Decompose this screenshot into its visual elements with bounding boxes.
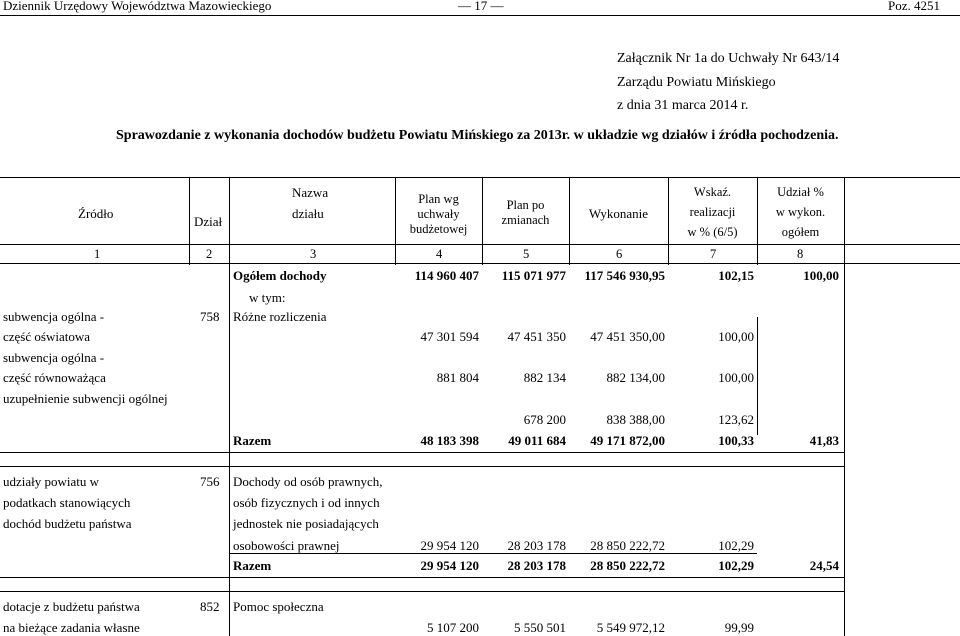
col-number-6: 6 xyxy=(616,247,623,261)
s758-razem-plan: 48 183 398 xyxy=(420,433,479,448)
col-planpo-1: Plan po xyxy=(506,198,545,212)
s758-r1-wskaznik: 100,00 xyxy=(718,329,754,344)
s758-name: Różne rozliczenia xyxy=(233,309,327,324)
total-plan: 114 960 407 xyxy=(414,268,479,283)
col-number-5: 5 xyxy=(523,247,530,261)
s852-r1-wskaznik: 99,99 xyxy=(724,620,754,635)
s756-r1-planpo: 28 203 178 xyxy=(507,538,566,553)
s756-r1-plan: 29 954 120 xyxy=(420,538,479,553)
s756-rule xyxy=(229,553,757,554)
s756-r1-wskaznik: 102,29 xyxy=(718,538,754,553)
s758-razem-wykonanie: 49 171 872,00 xyxy=(590,433,665,448)
journal-title: Dziennik Urzędowy Województwa Mazowieckiego xyxy=(3,0,272,13)
col-plan-1: Plan wg xyxy=(418,192,459,206)
s852-r1-planpo: 5 550 501 xyxy=(514,620,566,635)
annex-line-3: z dnia 31 marca 2014 r. xyxy=(617,98,749,113)
s758-r1-wykonanie: 47 451 350,00 xyxy=(590,329,665,344)
col-number-4: 4 xyxy=(436,247,443,261)
s756-razem-label: Razem xyxy=(233,558,272,573)
col-wsk-1: Wskaź. xyxy=(693,185,732,199)
s756-source-3: dochód budżetu państwa xyxy=(3,516,132,531)
col-wsk-2: realizacji xyxy=(689,205,736,219)
col-number-7: 7 xyxy=(710,247,717,261)
total-planpo: 115 071 977 xyxy=(501,268,566,283)
s758-source-1b: część oświatowa xyxy=(3,329,90,344)
s756-razem-udzial: 24,54 xyxy=(809,558,839,573)
s852-r1-wykonanie: 5 549 972,12 xyxy=(596,620,665,635)
s758-razem-label: Razem xyxy=(233,433,272,448)
annex-line-1: Załącznik Nr 1a do Uchwały Nr 643/14 xyxy=(617,51,840,66)
s756-name-2: osób fizycznych i od innych xyxy=(233,495,380,510)
s758-r3-planpo: 678 200 xyxy=(523,412,566,427)
s852-source-1: dotacje z budżetu państwa xyxy=(3,599,140,614)
s756-razem-wykonanie: 28 850 222,72 xyxy=(590,558,665,573)
s756-source-1: udziały powiatu w xyxy=(3,474,100,489)
col-planpo-2: zmianach xyxy=(501,213,550,227)
s758-r3-wskaznik: 123,62 xyxy=(718,412,754,427)
s852-name: Pomoc społeczna xyxy=(233,599,324,614)
col-nazwa-1: Nazwa xyxy=(292,185,329,200)
s758-r1-planpo: 47 451 350 xyxy=(507,329,566,344)
s758-source-2b: część równoważąca xyxy=(3,370,106,385)
s756-name-1: Dochody od osób prawnych, xyxy=(233,474,383,489)
s758-dzial: 758 xyxy=(200,309,220,324)
s852-dzial: 852 xyxy=(200,599,220,614)
s756-razem-wskaznik: 102,29 xyxy=(718,558,754,573)
s758-r1-plan: 47 301 594 xyxy=(420,329,479,344)
s758-source-1a: subwencja ogólna - xyxy=(3,309,105,324)
position-number: Poz. 4251 xyxy=(888,0,940,13)
s756-r1-wykonanie: 28 850 222,72 xyxy=(590,538,665,553)
s852-source-2: na bieżące zadania własne xyxy=(3,620,140,635)
s758-razem-planpo: 49 011 684 xyxy=(508,433,566,448)
s756-name-4: osobowości prawnej xyxy=(233,538,340,553)
col-plan-2: uchwały xyxy=(417,207,460,221)
total-wtym: w tym: xyxy=(249,290,286,305)
col-number-8: 8 xyxy=(797,247,804,261)
page-number: — 17 — xyxy=(458,0,504,13)
col-number-1: 1 xyxy=(94,247,101,261)
col-nazwa-2: działu xyxy=(292,206,324,221)
annex-line-2: Zarządu Powiatu Mińskiego xyxy=(617,75,776,90)
s758-r2-wykonanie: 882 134,00 xyxy=(606,370,665,385)
s852-r1-plan: 5 107 200 xyxy=(427,620,479,635)
col-dzial: Dział xyxy=(194,214,223,229)
s758-r2-planpo: 882 134 xyxy=(523,370,566,385)
s756-dzial: 756 xyxy=(200,474,220,489)
s758-razem-udzial: 41,83 xyxy=(809,433,839,448)
col-udzial-2: w wykon. xyxy=(775,205,826,219)
s758-r2-wskaznik: 100,00 xyxy=(718,370,754,385)
s756-razem-planpo: 28 203 178 xyxy=(507,558,566,573)
col-wsk-3: w % (6/5) xyxy=(687,225,738,239)
total-udzial: 100,00 xyxy=(803,268,839,283)
s758-source-2a: subwencja ogólna - xyxy=(3,350,105,365)
col-plan-3: budżetowej xyxy=(409,222,468,236)
report-title: Sprawozdanie z wykonania dochodów budżetu Powiatu Mińskiego za 2013r. w układzie wg działów i źródła pochodzenia. xyxy=(116,128,839,143)
s756-name-3: jednostek nie posiadających xyxy=(233,516,379,531)
total-label: Ogółem dochody xyxy=(233,268,327,283)
col-number-3: 3 xyxy=(310,247,317,261)
total-wykonanie: 117 546 930,95 xyxy=(584,268,665,283)
s758-source-3: uzupełnienie subwencji ogólnej xyxy=(3,391,168,406)
s758-razem-wskaznik: 100,33 xyxy=(718,433,754,448)
s758-r3-wykonanie: 838 388,00 xyxy=(606,412,665,427)
total-wskaznik: 102,15 xyxy=(718,268,754,283)
col-wykonanie: Wykonanie xyxy=(588,206,649,221)
col-number-2: 2 xyxy=(206,247,213,261)
s756-source-2: podatkach stanowiących xyxy=(3,495,131,510)
s756-razem-plan: 29 954 120 xyxy=(420,558,479,573)
s758-r2-plan: 881 804 xyxy=(436,370,479,385)
col-udzial-3: ogółem xyxy=(781,225,820,239)
header-rule xyxy=(0,15,960,16)
col-udzial-1: Udział % xyxy=(777,185,824,199)
col-zrodlo: Źródło xyxy=(78,206,114,221)
